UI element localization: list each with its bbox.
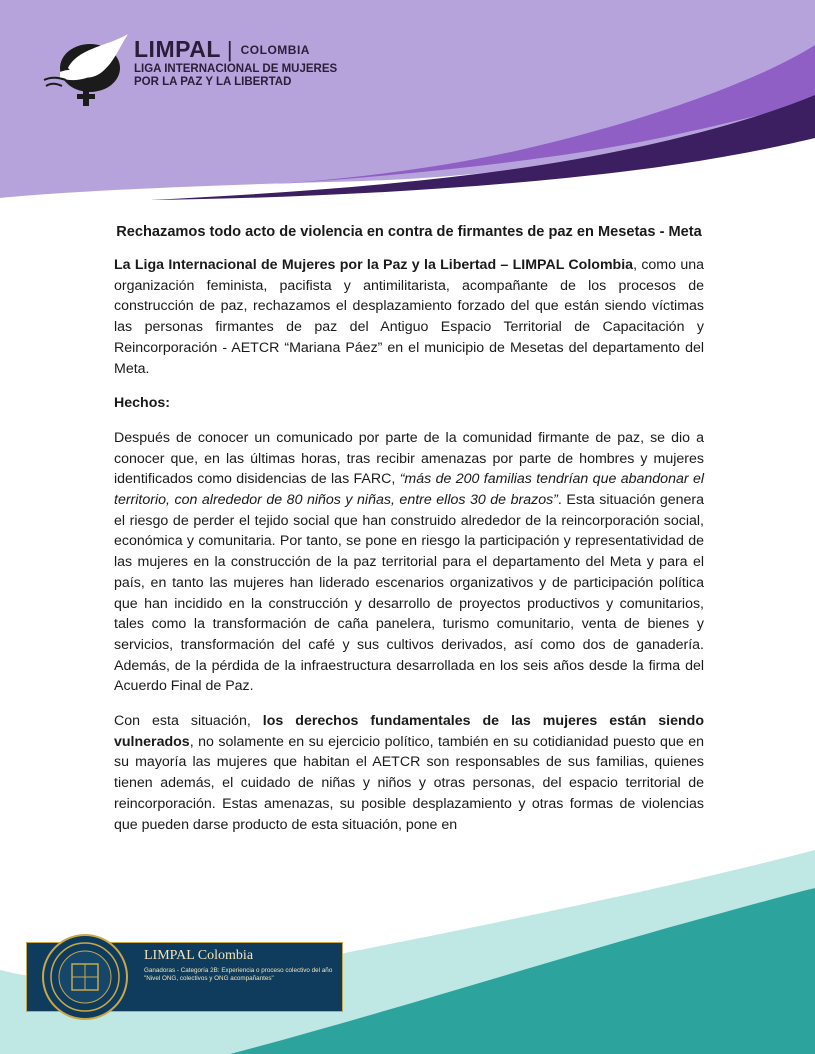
intro-bold: La Liga Internacional de Mujeres por la Paz y la Libertad – LIMPAL Colombia (114, 257, 634, 273)
document-body (114, 222, 704, 849)
brand-separator: | (226, 36, 233, 62)
rights-bold: los derechos fundamentales de las mujeres están siendo vulnerados (114, 713, 704, 750)
intro-paragraph (114, 255, 704, 379)
award-seal-icon (42, 934, 128, 1020)
badge-title: LIMPAL Colombia (144, 948, 254, 963)
dove-venus-logo-icon (38, 28, 138, 108)
intro-text: , como una organización feminista, pacifista y antimilitarista, acompañante de los procesos de construcción de paz, rechazamos el desplazamiento forzado del que están siendo víctimas las personas firmantes de paz del Antiguo Espacio Territorial de Capacitación y Reincorporación - AETCR “Mariana Páez” en el municipio de Mesetas del departamento del Meta. (114, 257, 704, 377)
hechos-paragraph (114, 428, 704, 697)
rights-text-start: Con esta situación, (114, 713, 263, 730)
rights-paragraph (114, 711, 704, 835)
brand-name: LIMPAL (134, 36, 221, 62)
hechos-text-start: Después de conocer un comunicado por parte de la comunidad firmante de paz, se dio a conocer que, en las últimas horas, tras recibir amenazas por parte de hombres y mujeres identificados como disidencias de las FARC, (114, 429, 704, 488)
rights-text-end: , no solamente en su ejercicio político, también en su cotidianidad puesto que en su mayoría las mujeres que habitan el AETCR son responsables de sus familias, quienes tienen además, el cuidado de niñas y niños y otras personas, del espacio territorial de reincorporación. Estas amenazas, su posible desplazamiento y otras formas de violencias que pueden darse producto de esta situación, pone en (114, 733, 704, 833)
badge-text: Ganadoras - Categoría 2B: Experiencia o proceso colectivo del año "Nivel ONG, colectivos y ONG acompañantes" (144, 967, 333, 982)
document-title: Rechazamos todo acto de violencia en contra de firmantes de paz en Mesetas - Meta (116, 224, 702, 240)
hechos-heading: Hechos: (114, 395, 170, 412)
hechos-text-end: . Esta situación genera el riesgo de perder el tejido social que han construido alrededor de la reincorporación social, económica y comunitaria. Por tanto, se pone en riesgo la participación y representatividad de las mujeres en la construcción de la paz territorial para el departamento del Meta y para el país, en tanto las mujeres han liderado escenarios organizativos y de participación política que han incidido en la construcción y desarrollo de proyectos productivos y comunitarios, tales como la transformación de caña panelera, turismo comunitario, venta de bienes y servicios, transformación del café y sus cultivos derivados, así como dos de ganadería. Además, de la pérdida de la infraestructura desarrollada en los seis años desde la firma del Acuerdo Final de Paz. (114, 492, 704, 695)
brand-block (134, 36, 337, 89)
brand-line-2: POR LA PAZ Y LA LIBERTAD (134, 76, 292, 88)
brand-line-1: LIGA INTERNACIONAL DE MUJERES (134, 63, 338, 75)
brand-country: COLOMBIA (240, 42, 310, 57)
hechos-quote: “más de 200 familias tendrían que abandonar el territorio, con alrededor de 80 niños y niñas, entre ellos 30 de brazos” (114, 471, 704, 509)
